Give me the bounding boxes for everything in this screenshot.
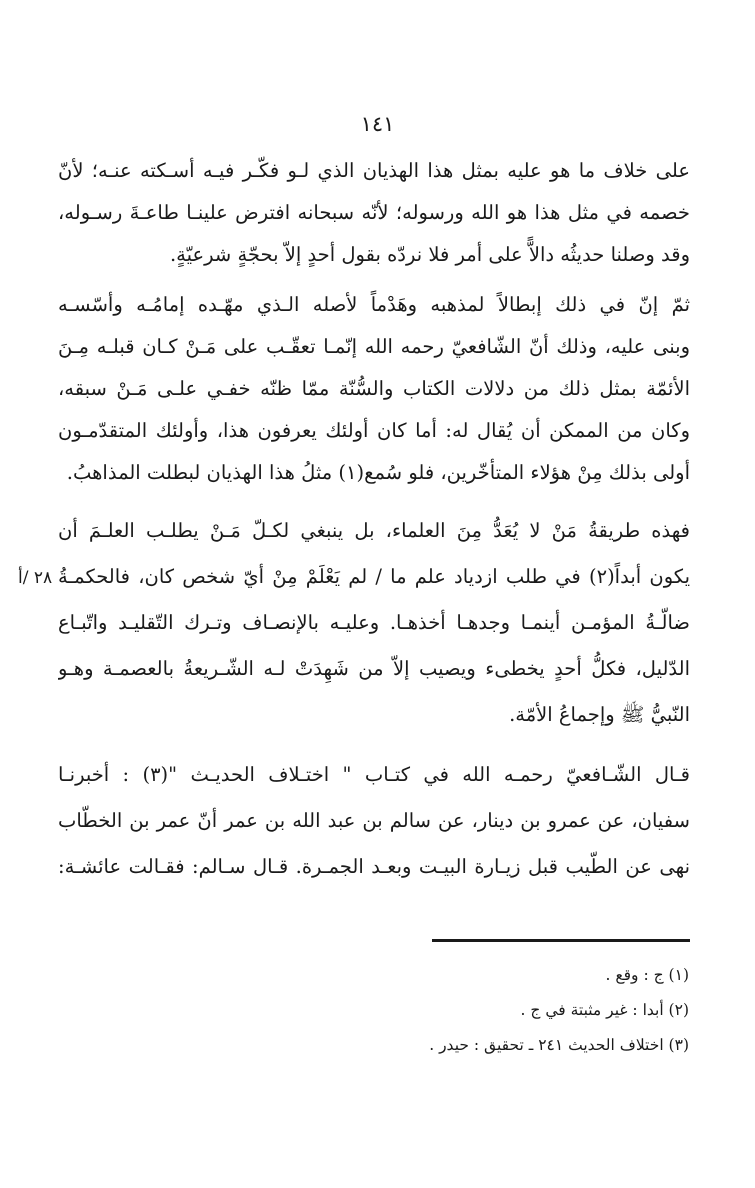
footnotes: [49, 958, 689, 1063]
footnote: (٢) أبدا : غير مثبتة في ج .: [520, 1001, 689, 1019]
text-line: أولى بذلك مِنْ هؤلاء المتأخّرين، فلو سُمع(١) مثلُ هذا الهذيان لبطلت المذاهبُ.: [66, 461, 690, 484]
text-line: وكان من الممكن أن يُقال له: أما كان أولئك يعرفون هذا، وأولئك المتقدّمـون: [58, 419, 690, 442]
footnote-separator: [432, 939, 690, 942]
text-line: سفيان، عن عمرو بن دينار، عن سالم بن عبد الله بن عمر أنّ عمر بن الخطّاب: [58, 809, 690, 832]
text-line: يكون أبداً(٢) في طلب ازدياد علم ما / لم يَعْلَمْ مِنْ أيّ شخص كان، فالحكمـةُ: [58, 565, 690, 588]
main-text: [58, 150, 690, 890]
text-line: وبنى عليه، وذلك أنّ الشّافعيّ رحمه الله إنّمـا تعقّـب على مَـنْ كـان قبلـه مِـنَ: [58, 335, 690, 358]
paragraph: [58, 752, 690, 890]
text-line: الأئمّة بمثل ذلك من دلالات الكتاب والسُّنّة ممّا ظنّه خفـي علـى مَـنْ سبقه،: [58, 377, 690, 400]
paragraph: [58, 284, 690, 494]
text-line: نهى عن الطّيب قبل زيـارة البيـت وبعـد الجمـرة. قـال سـالم: فقـالت عائشـة:: [58, 855, 690, 878]
text-line: على خلاف ما هو عليه بمثل هذا الهذيان الذي لـو فكّـر فيـه أسـكته عنـه؛ لأنّ: [58, 159, 690, 182]
text-line: وقد وصلنا حديثُه دالاًّ على أمر فلا نردّه بقول أحدٍ إلاّ بحجّةٍ شرعيّةٍ.: [169, 243, 690, 266]
page-number: ١٤١: [360, 112, 395, 136]
footnote: (٣) اختلاف الحديث ٢٤١ ـ تحقيق : حيدر .: [429, 1036, 689, 1054]
text-line: ثمّ إنّ في ذلك إبطالاً لمذهبه وهَدْماً لأصله الـذي مهّـده إمامُـه وأسّسـه: [58, 293, 690, 316]
text-line: ضالّـةُ المؤمـن أينمـا وجدهـا أخذهـا. وعليـه بالإنصـاف وتـرك التّقليـد واتّبـاع: [58, 611, 690, 634]
text-line: قـال الشّـافعيّ رحمـه الله في كتـاب " اختـلاف الحديـث "(٣) : أخبرنـا: [58, 763, 690, 786]
text-line: الدّليل، فكلُّ أحدٍ يخطىء ويصيب إلاّ من شَهِدَتْ لـه الشّـريعةُ بالعصمـة وهـو: [58, 657, 690, 680]
text-line: النّبيُّ ﷺ وإجماعُ الأمّة.: [509, 703, 690, 726]
footnote: (١) ج : وقع .: [605, 966, 689, 984]
paragraph: [58, 508, 690, 738]
manuscript-folio-marker: ٢٨ /أ: [18, 568, 53, 588]
text-line: فهذه طريقةُ مَنْ لا يُعَدُّ مِنَ العلماء، بل ينبغي لكـلّ مَـنْ يطلـب العلـمَ أن: [58, 519, 690, 542]
paragraph: [58, 150, 690, 276]
text-line: خصمه في مثل هذا هو الله ورسوله؛ لأنّه سبحانه افترض علينـا طاعـةَ رسـوله،: [58, 201, 690, 224]
